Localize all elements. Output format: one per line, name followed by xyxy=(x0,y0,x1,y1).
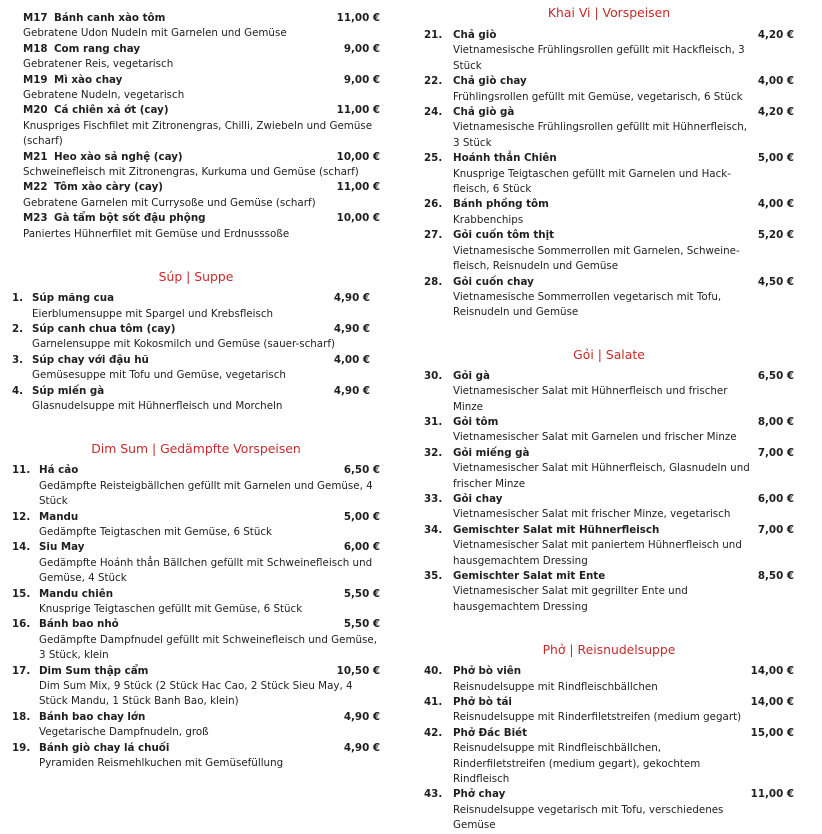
menu-item-header xyxy=(424,664,794,679)
menu-item-description: Gemüsesuppe mit Tofu und Gemüse, vegetarisch xyxy=(32,369,286,382)
menu-item-number: 16. xyxy=(12,618,31,631)
menu-item xyxy=(424,726,794,788)
menu-item-price: 4,00 € xyxy=(757,75,794,88)
menu-item-header xyxy=(424,369,794,384)
menu-item-name: Tôm xào càry (cay) xyxy=(54,181,163,194)
soup-list xyxy=(12,291,380,414)
menu-item-header xyxy=(12,11,380,26)
menu-item-number: 4. xyxy=(12,384,24,397)
menu-item xyxy=(12,384,380,415)
menu-item-header xyxy=(12,211,380,226)
menu-item-name: Súp miến gà xyxy=(32,384,105,397)
menu-item-description: Vietnamesischer Salat mit Hühnerfleisch und frischer Minze xyxy=(453,385,728,413)
menu-item xyxy=(424,105,794,151)
section-title-soup: Súp | Suppe xyxy=(158,269,234,285)
menu-item-description: Knusprige Teigtaschen gefüllt mit Gemüse, 6 Stück xyxy=(39,603,303,615)
menu-item-header xyxy=(12,322,380,337)
menu-item-name: Heo xào sả nghệ (cay) xyxy=(54,150,183,163)
menu-item-header xyxy=(424,492,794,507)
menu-item-name: Gỏi miếng gà xyxy=(453,446,530,459)
menu-item-description: Garnelensuppe mit Kokosmilch und Gemüse (sauer-scharf) xyxy=(32,338,335,351)
menu-item-header xyxy=(12,150,380,165)
menu-item xyxy=(12,664,380,710)
menu-item-price: 11,00 € xyxy=(336,181,380,194)
menu-item-name: Gemischter Salat mit Ente xyxy=(453,570,606,582)
menu-item-description: Vietnamesische Sommerrollen mit Garnelen, Schweine-fleisch, Reisnudeln und Gemüse xyxy=(453,244,740,273)
menu-item-price: 11,00 € xyxy=(336,12,380,24)
menu-item-price: 6,50 € xyxy=(757,369,794,382)
section-title-salads: Gỏi | Salate xyxy=(573,346,645,362)
menu-item-header xyxy=(12,540,380,555)
menu-item-name: Mandu xyxy=(39,510,79,523)
menu-item-description: Vegetarische Dampfnudeln, groß xyxy=(39,726,209,739)
starters-list xyxy=(424,28,794,321)
menu-item xyxy=(12,291,380,322)
menu-item-description: Paniertes Hühnerfilet mit Gemüse und Erdnusssoße xyxy=(23,227,290,240)
menu-item-name: Com rang chay xyxy=(54,42,141,55)
menu-item-name: Bánh bao chay lớn xyxy=(39,710,146,723)
menu-item-header xyxy=(12,73,380,88)
menu-item-number: 24. xyxy=(424,106,443,119)
menu-item-description: Gedämpfte Hoánh thẳn Bällchen gefüllt mit Schweinefleisch und Gemüse, 4 Stück xyxy=(39,556,373,585)
menu-item xyxy=(424,28,794,74)
menu-item-price: 4,50 € xyxy=(757,275,794,288)
menu-item-price: 6,00 € xyxy=(343,541,380,554)
menu-item-price: 5,20 € xyxy=(757,229,794,242)
menu-item-description: Vietnamesische Frühlingsrollen gefüllt mit Hühnerfleisch, 3 Stück xyxy=(453,121,748,149)
menu-item-name: Phở bò tái xyxy=(453,696,512,709)
menu-item xyxy=(424,787,794,833)
menu-item-number: 30. xyxy=(424,369,443,382)
menu-item xyxy=(424,569,794,615)
menu-item-number: 41. xyxy=(424,696,443,709)
menu-item xyxy=(424,415,794,446)
menu-item-description: Gedämpfte Dampfnudel gefüllt mit Schweinefleisch und Gemüse, 3 Stück, klein xyxy=(39,633,377,662)
menu-item xyxy=(424,228,794,274)
menu-item xyxy=(12,510,380,541)
menu-item-price: 11,00 € xyxy=(750,788,794,801)
menu-item-number: 33. xyxy=(424,492,443,505)
menu-item-name: Cá chiên xả ớt (cay) xyxy=(54,104,169,117)
menu-item-price: 15,00 € xyxy=(750,726,794,739)
menu-item-header xyxy=(12,42,380,57)
menu-item-price: 4,90 € xyxy=(333,322,370,335)
menu-item-description: Frühlingsrollen gefüllt mit Gemüse, vegetarisch, 6 Stück xyxy=(453,90,743,103)
menu-item xyxy=(424,151,794,197)
menu-item-name: Súp măng cua xyxy=(32,292,115,305)
menu-item-price: 5,50 € xyxy=(343,587,380,600)
menu-item xyxy=(12,150,380,181)
menu-item-header xyxy=(12,510,380,525)
menu-item-name: Bánh phồng tôm xyxy=(453,198,549,211)
menu-item-header xyxy=(424,415,794,430)
dimsum-list xyxy=(12,463,380,771)
menu-item-price: 11,00 € xyxy=(336,104,380,117)
menu-item-header xyxy=(12,741,380,756)
menu-item-number: 35. xyxy=(424,570,443,582)
section-title-pho: Phở | Reisnudelsuppe xyxy=(542,642,676,658)
menu-item-description: Gebratene Nudeln, vegetarisch xyxy=(23,89,185,102)
menu-item xyxy=(12,322,380,353)
menu-item xyxy=(12,211,380,242)
menu-item-number: 22. xyxy=(424,75,443,88)
menu-item-number: 26. xyxy=(424,198,443,211)
menu-item-number: 27. xyxy=(424,229,443,242)
menu-item-description: Vietnamesischer Salat mit paniertem Hühnerfleisch und hausgemachtem Dressing xyxy=(453,539,742,567)
menu-item-number: 43. xyxy=(424,788,443,801)
menu-item-description: Reisnudelsuppe mit Rindfleischbällchen, Rinderfiletstreifen (medium gegart), gekochtem Rindfleisch xyxy=(453,742,701,786)
menu-item-number: M18 xyxy=(23,42,48,55)
menu-item-header xyxy=(12,710,380,725)
menu-item-price: 7,00 € xyxy=(757,446,794,459)
menu-item-description: Schweinefleisch mit Zitronengras, Kurkuma und Gemüse (scharf) xyxy=(23,166,359,179)
menu-item-price: 10,00 € xyxy=(336,212,380,225)
menu-item-number: 40. xyxy=(424,665,443,678)
menu-item-description: Vietnamesischer Salat mit gegrillter Ente und hausgemachtem Dressing xyxy=(453,585,688,613)
menu-item-header xyxy=(12,353,380,368)
menu-item-name: Mì xào chay xyxy=(54,73,123,86)
menu-item-price: 4,00 € xyxy=(757,198,794,211)
menu-item-name: Bánh canh xào tôm xyxy=(54,12,166,24)
menu-item xyxy=(12,353,380,384)
menu-item-description: Gedämpfte Reisteigbällchen gefüllt mit Garnelen und Gemüse, 4 Stück xyxy=(39,479,373,508)
menu-item-description: Vietnamesische Sommerrollen vegetarisch mit Tofu, Reisnudeln und Gemüse xyxy=(453,290,722,319)
menu-item xyxy=(424,523,794,569)
menu-item-number: M20 xyxy=(23,104,48,117)
menu-item-name: Hoánh thẳn Chiên xyxy=(453,152,557,165)
menu-item-number: 12. xyxy=(12,510,31,523)
menu-item-header xyxy=(424,151,794,166)
menu-item xyxy=(12,617,380,663)
menu-item-price: 14,00 € xyxy=(750,696,794,709)
left-menu-column xyxy=(12,0,380,771)
menu-item xyxy=(12,11,380,42)
menu-item-name: Siu May xyxy=(39,541,85,554)
menu-item-description: Vietnamesischer Salat mit frischer Minze, vegetarisch xyxy=(453,508,731,521)
menu-item-name: Gà tẩm bột sốt đậu phộng xyxy=(54,212,206,225)
menu-item-name: Bánh bao nhỏ xyxy=(39,618,119,631)
menu-item-number: M22 xyxy=(23,181,48,194)
menu-item-name: Há cảo xyxy=(39,464,79,477)
menu-item-header xyxy=(424,523,794,538)
menu-item-header xyxy=(424,695,794,710)
menu-item-header xyxy=(424,569,794,584)
menu-item xyxy=(12,587,380,618)
menu-item-header xyxy=(12,463,380,478)
menu-item-name: Phở Đác Biét xyxy=(453,726,528,739)
menu-item-price: 5,50 € xyxy=(343,618,380,631)
menu-item-price: 4,90 € xyxy=(343,741,380,754)
menu-item-description: Reisnudelsuppe vegetarisch mit Tofu, verschiedenes Gemüse xyxy=(453,803,724,832)
menu-item-number: 21. xyxy=(424,29,443,41)
menu-item-name: Phở bò viên xyxy=(453,665,522,678)
menu-item xyxy=(12,73,380,104)
menu-item-description: Vietnamesischer Salat mit Hühnerfleisch, Glasnudeln und frischer Minze xyxy=(453,462,750,490)
menu-item-name: Chả giò xyxy=(453,29,497,41)
menu-item xyxy=(12,540,380,586)
menu-item-number: 28. xyxy=(424,275,443,288)
menu-item-number: 2. xyxy=(12,322,24,335)
menu-item xyxy=(424,275,794,321)
menu-item-name: Gỏi chay xyxy=(453,492,503,505)
menu-item-price: 14,00 € xyxy=(750,665,794,678)
menu-item-name: Gỏi gà xyxy=(453,369,490,382)
menu-item-price: 4,90 € xyxy=(343,710,380,723)
menu-item xyxy=(424,446,794,492)
menu-item-price: 8,50 € xyxy=(757,570,794,582)
menu-item-header xyxy=(424,446,794,461)
menu-item-description: Pyramiden Reismehlkuchen mit Gemüsefüllung xyxy=(39,757,284,770)
menu-item-description: Knusprige Teigtaschen gefüllt mit Garnelen und Hack-fleisch, 6 Stück xyxy=(453,167,731,196)
menu-item-header xyxy=(424,726,794,741)
menu-item-name: Dim Sum thập cẩm xyxy=(39,664,149,677)
menu-item-name: Chả giò gà xyxy=(453,106,515,119)
menu-item-number: 11. xyxy=(12,464,31,477)
menu-item-price: 9,00 € xyxy=(343,42,380,55)
menu-item-name: Gỏi tôm xyxy=(453,415,499,428)
menu-item-description: Gedämpfte Teigtaschen mit Gemüse, 6 Stück xyxy=(39,525,272,538)
menu-item-price: 8,00 € xyxy=(757,415,794,428)
menu-item-price: 4,90 € xyxy=(333,292,370,305)
menu-item-header xyxy=(12,291,380,306)
menu-item xyxy=(12,741,380,772)
menu-item-description: Dim Sum Mix, 9 Stück (2 Stück Hac Cao, 2 Stück Sieu May, 4 Stück Mandu, 1 Stück Banh Bao, klein) xyxy=(39,680,353,708)
menu-item-number: 18. xyxy=(12,710,31,723)
menu-item-description: Vietnamesische Frühlingsrollen gefüllt mit Hackfleisch, 3 Stück xyxy=(453,44,745,72)
menu-item xyxy=(12,463,380,509)
menu-item-number: 17. xyxy=(12,664,31,677)
menu-item-number: 34. xyxy=(424,523,443,536)
menu-item-header xyxy=(424,787,794,802)
menu-item-price: 6,50 € xyxy=(343,464,380,477)
menu-item-name: Chả giò chay xyxy=(453,75,527,88)
menu-item-description: Gebratene Udon Nudeln mit Garnelen und Gemüse xyxy=(23,27,287,40)
menu-item-name: Gỏi cuốn chay xyxy=(453,275,534,288)
menu-item-header xyxy=(424,74,794,89)
menu-item-number: 1. xyxy=(12,292,24,305)
menu-item-number: 15. xyxy=(12,587,31,600)
menu-item-number: M17 xyxy=(23,12,48,24)
menu-item-name: Gỏi cuốn tôm thịt xyxy=(453,229,555,242)
menu-item-description: Gebratener Reis, vegetarisch xyxy=(23,58,174,71)
menu-item-description: Knuspriges Fischfilet mit Zitronengras, Chilli, Zwiebeln und Gemüse (scharf) xyxy=(23,119,373,148)
menu-item-description: Reisnudelsuppe mit Rinderfiletstreifen (medium gegart) xyxy=(453,711,742,724)
right-menu-column xyxy=(424,0,794,834)
menu-item-number: M19 xyxy=(23,73,48,86)
menu-item-description: Krabbenchips xyxy=(453,213,524,226)
menu-item xyxy=(424,74,794,105)
menu-item xyxy=(12,180,380,211)
menu-item xyxy=(424,197,794,228)
menu-item-name: Súp canh chua tôm (cay) xyxy=(32,322,176,335)
menu-item-header xyxy=(424,228,794,243)
menu-item-description: Reisnudelsuppe mit Rindfleischbällchen xyxy=(453,680,658,693)
menu-item-number: M23 xyxy=(23,212,48,225)
menu-item-number: 31. xyxy=(424,415,443,428)
menu-item xyxy=(12,103,380,149)
menu-item-price: 4,00 € xyxy=(333,353,370,366)
menu-item-price: 10,00 € xyxy=(336,150,380,163)
menu-item xyxy=(424,369,794,415)
menu-item-number: 32. xyxy=(424,446,443,459)
menu-item-name: Súp chay với đậu hũ xyxy=(32,353,149,366)
menu-item-number: 42. xyxy=(424,726,443,739)
menu-item-price: 9,00 € xyxy=(343,73,380,86)
menu-item-price: 4,20 € xyxy=(757,29,794,41)
menu-item-number: 3. xyxy=(12,353,24,366)
menu-item-name: Gemischter Salat mit Hühnerfleisch xyxy=(453,523,660,536)
menu-item-header xyxy=(12,384,380,399)
menu-item-header xyxy=(12,103,380,118)
menu-item-price: 5,00 € xyxy=(757,152,794,165)
menu-item-header xyxy=(424,197,794,212)
menu-item-description: Glasnudelsuppe mit Hühnerfleisch und Morcheln xyxy=(32,399,283,412)
menu-item xyxy=(424,664,794,695)
menu-item-number: 25. xyxy=(424,152,443,165)
menu-item-price: 6,00 € xyxy=(757,492,794,505)
menu-item-name: Phở chay xyxy=(453,788,506,801)
menu-item xyxy=(12,710,380,741)
menu-item-description: Eierblumensuppe mit Spargel und Krebsfleisch xyxy=(32,307,274,320)
menu-item-header xyxy=(424,275,794,290)
menu-item-description: Vietnamesischer Salat mit Garnelen und frischer Minze xyxy=(453,431,737,444)
menu-item-header xyxy=(424,28,794,43)
menu-item-header xyxy=(12,664,380,679)
menu-item xyxy=(424,492,794,523)
section-title-starters: Khai Vi | Vorspeisen xyxy=(547,5,671,20)
menu-item-price: 4,90 € xyxy=(333,384,370,397)
menu-item-header xyxy=(12,180,380,195)
menu-item-header xyxy=(12,587,380,602)
menu-item-header xyxy=(424,105,794,120)
menu-item-description: Gebratene Garnelen mit Currysoße und Gemüse (scharf) xyxy=(23,196,316,209)
section-title-dimsum: Dim Sum | Gedämpfte Vorspeisen xyxy=(91,441,301,457)
menu-item-header xyxy=(12,617,380,632)
menu-item-number: 14. xyxy=(12,541,31,554)
menu-item xyxy=(424,695,794,726)
menu-item-name: Mandu chiên xyxy=(39,587,114,600)
pho-list xyxy=(424,664,794,833)
menu-item-price: 10,50 € xyxy=(336,664,380,677)
menu-item xyxy=(12,42,380,73)
main-dishes-continued-list xyxy=(12,0,380,242)
menu-item-number: M21 xyxy=(23,150,48,163)
salads-list xyxy=(424,369,794,616)
menu-item-price: 7,00 € xyxy=(757,523,794,536)
menu-item-number: 19. xyxy=(12,741,31,754)
menu-item-name: Bánh giò chay lá chuối xyxy=(39,741,170,754)
menu-item-price: 5,00 € xyxy=(343,510,380,523)
menu-item-price: 4,20 € xyxy=(757,106,794,119)
